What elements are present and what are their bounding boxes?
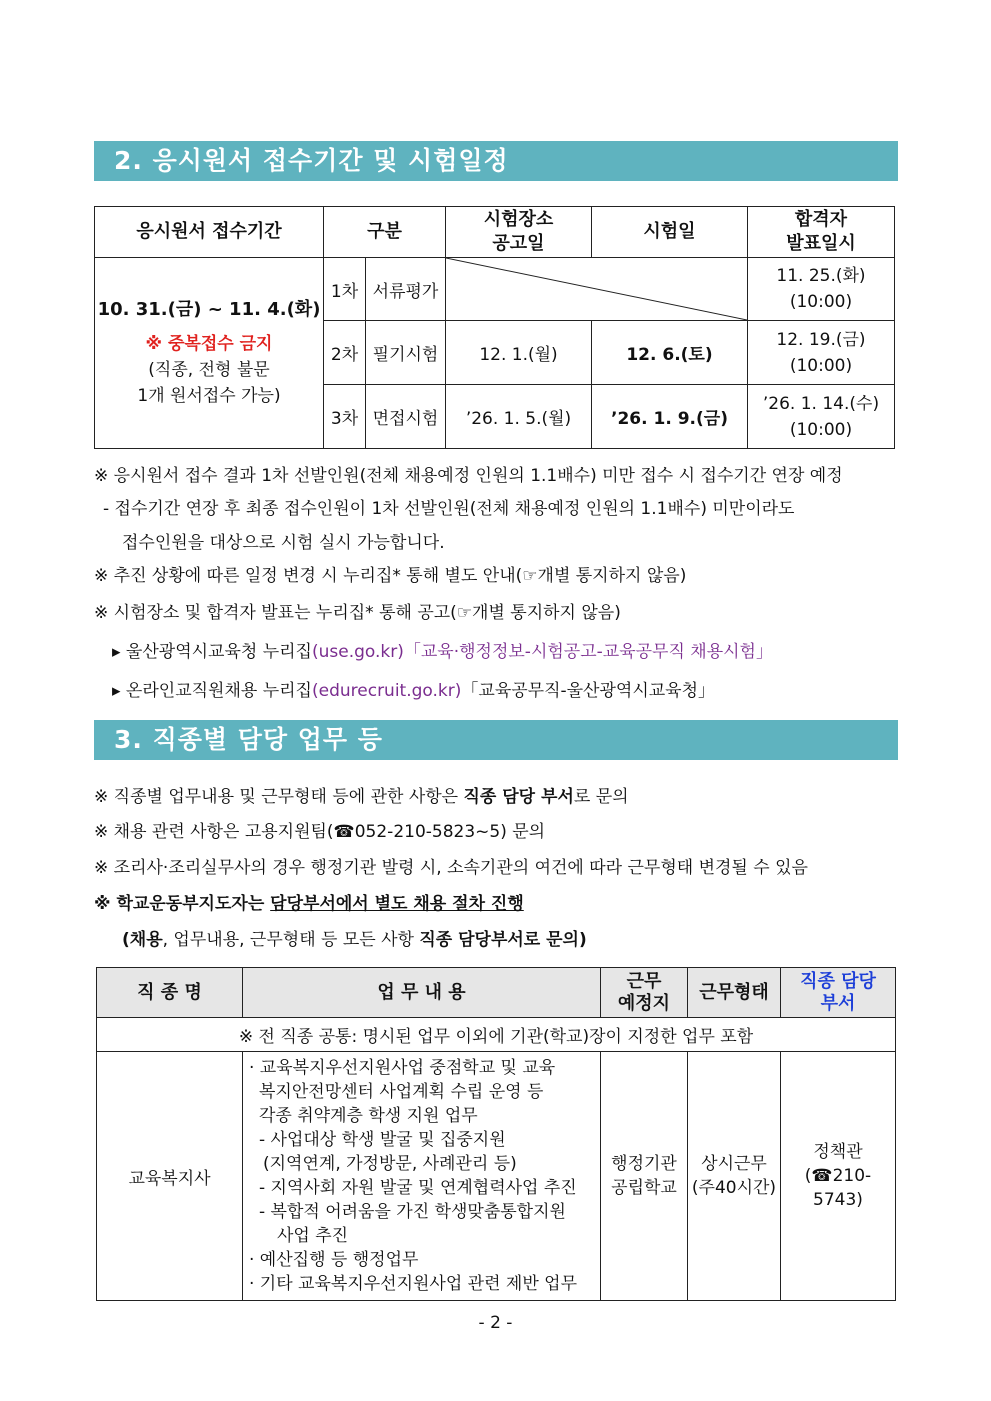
duty-line: - 사업대상 학생 발굴 및 집중지원 [259, 1130, 506, 1150]
result-date: 11. 25.(화) [776, 266, 866, 286]
header-period: 응시원서 접수기간 [95, 207, 324, 258]
common-duty-note: ※ 전 직종 공통: 명시된 업무 이외에 기관(학교)장이 지정한 업무 포함 [97, 1018, 896, 1052]
venue-date: ’26. 1. 5.(월) [446, 385, 592, 449]
stage-type: 서류평가 [366, 258, 446, 321]
duty-line: 사업 추진 [277, 1226, 349, 1246]
note-inquiry-end: 로 문의 [573, 787, 629, 807]
duty-line: · 교육복지우선지원사업 중점학교 및 교육 [249, 1058, 556, 1078]
note-announcement: ※ 시험장소 및 합격자 발표는 누리집* 통해 공고(☞개별 통지하지 않음) [94, 603, 621, 623]
note-inquiry [94, 785, 629, 809]
header-result-l2: 발표일시 [786, 233, 856, 254]
work-type-l2: (주40시간) [691, 1178, 777, 1198]
duty-line: - 복합적 어려움을 가진 학생맞춤통합지원 [259, 1202, 566, 1222]
header-category: 구분 [324, 207, 446, 258]
dept-contact [781, 1052, 896, 1301]
work-place-l1: 행정기관 [611, 1154, 677, 1174]
table-header-row [95, 207, 895, 258]
note-sports-coach-detail [122, 928, 587, 952]
duty-line: · 예산집행 등 행정업무 [249, 1250, 419, 1270]
header-duty: 업 무 내 용 [243, 968, 601, 1018]
common-duty-row [97, 1018, 896, 1052]
header-venue-l2: 공고일 [492, 233, 545, 254]
header-result-l1: 합격자 [794, 209, 848, 230]
exam-date: ’26. 1. 9.(금) [592, 385, 748, 449]
note-hiring-contact: ※ 채용 관련 사항은 고용지원팀(☎052-210-5823~5) 문의 [94, 822, 546, 842]
work-type [688, 1052, 781, 1301]
application-period-cell [95, 258, 324, 449]
duty-line: - 지역사회 자원 발굴 및 연계협력사업 추진 [259, 1178, 577, 1198]
bullet-edurecruit-site [112, 679, 715, 703]
table-header-row [97, 968, 896, 1018]
duplicate-warning: ※ 중복접수 금지 [145, 334, 273, 354]
table-row [97, 1052, 896, 1301]
header-dept-l1: 직종 담당 [800, 970, 876, 992]
duty-line: · 기타 교육복지우선지원사업 관련 제반 업무 [249, 1274, 578, 1294]
dept-name: 정책관 [813, 1142, 863, 1162]
note-detail-a: (채용 [122, 930, 163, 950]
period-note-l1: (직종, 전형 불문 [148, 360, 270, 380]
header-place-l1: 근무 [626, 970, 662, 992]
result-date-cell [748, 385, 895, 449]
stage: 2차 [324, 321, 366, 385]
stage-type: 필기시험 [366, 321, 446, 385]
note-cook: ※ 조리사·조리실무사의 경우 행정기관 발령 시, 소속기관의 여건에 따라 근무형태 변경될 수 있음 [94, 858, 808, 878]
job-duty-table [96, 967, 896, 1301]
period-note-l2: 1개 원서접수 가능) [137, 386, 281, 406]
result-date-cell [748, 258, 895, 321]
header-venue-l1: 시험장소 [483, 209, 554, 230]
section-2-title: 2. 응시원서 접수기간 및 시험일정 [94, 141, 898, 181]
note-extension-detail: - 접수기간 연장 후 최종 접수인원이 1차 선발인원(전체 채용예정 인원의 1.1배수) 미만이라도 [103, 499, 795, 519]
result-time: (10:00) [789, 292, 853, 312]
exam-schedule-table [94, 206, 895, 449]
page-number: - 2 - [478, 1313, 513, 1333]
stage-type: 면접시험 [366, 385, 446, 449]
diagonal-line [446, 258, 747, 320]
exam-date: 12. 6.(토) [592, 321, 748, 385]
duty-line: 복지안전망센터 사업계획 수립 운영 등 [259, 1082, 544, 1102]
header-dept [781, 968, 896, 1018]
bullet-ulsan-site [112, 640, 773, 664]
edurecruit-path: 「교육공무직-울산광역시교육청」 [461, 681, 716, 701]
note-extension: ※ 응시원서 접수 결과 1차 선발인원(전체 채용예정 인원의 1.1배수) 미만 접수 시 접수기간 연장 예정 [94, 466, 843, 486]
result-date: ’26. 1. 14.(수) [762, 393, 880, 414]
header-job: 직 종 명 [97, 968, 243, 1018]
note-sports-coach [94, 892, 524, 916]
result-date: 12. 19.(금) [776, 329, 866, 350]
header-work-type: 근무형태 [688, 968, 781, 1018]
work-type-l1: 상시근무 [701, 1154, 767, 1174]
ulsan-site-link[interactable]: (use.go.kr)「교육·행정정보-시험공고-교육공무직 채용시험」 [311, 642, 773, 662]
duty-line: (지역연계, 가정방문, 사례관리 등) [263, 1154, 517, 1174]
note-detail-b: , 업무내용, 근무형태 등 모든 사항 [162, 930, 420, 950]
header-exam-date: 시험일 [592, 207, 748, 258]
duty-list [243, 1052, 601, 1301]
stage: 3차 [324, 385, 366, 449]
note-sports-coach-text: ※ 학교운동부지도자는 [94, 894, 271, 914]
application-period: 10. 31.(금) ~ 11. 4.(화) [97, 299, 321, 320]
result-date-cell [748, 321, 895, 385]
note-sports-coach-process: 담당부서에서 별도 채용 절차 진행 [270, 894, 524, 914]
section-3-title: 3. 직종별 담당 업무 등 [94, 720, 898, 760]
result-time: (10:00) [789, 419, 853, 440]
job-name: 교육복지사 [97, 1052, 243, 1301]
work-place-l2: 공립학교 [611, 1178, 677, 1198]
note-detail-c: 직종 담당부서로 문의) [419, 930, 587, 950]
work-place [601, 1052, 688, 1301]
header-venue [446, 207, 592, 258]
result-time: (10:00) [789, 355, 853, 376]
note-inquiry-text: ※ 직종별 업무내용 및 근무형태 등에 관한 사항은 [94, 787, 464, 807]
diagonal-empty-cell [446, 258, 748, 321]
header-result [748, 207, 895, 258]
edurecruit-site-link[interactable]: (edurecruit.go.kr) [311, 681, 462, 701]
note-schedule-change: ※ 추진 상황에 따른 일정 변경 시 누리집* 통해 별도 안내(☞개별 통지하지 않음) [94, 566, 687, 586]
venue-date: 12. 1.(월) [446, 321, 592, 385]
bullet-ulsan-label: ▸ 울산광역시교육청 누리집 [112, 642, 312, 662]
duty-line: 각종 취약계층 학생 지원 업무 [259, 1106, 478, 1126]
bullet-edurecruit-label: ▸ 온라인교직원채용 누리집 [112, 681, 312, 701]
header-dept-l2: 부서 [820, 992, 856, 1014]
table-row [95, 258, 895, 321]
note-inquiry-dept: 직종 담당 부서 [463, 787, 574, 807]
note-extension-detail-2: 접수인원을 대상으로 시험 실시 가능합니다. [122, 533, 445, 553]
header-place-l2: 예정지 [617, 992, 671, 1014]
header-place [601, 968, 688, 1018]
stage: 1차 [324, 258, 366, 321]
dept-phone: (☎210-5743) [804, 1166, 872, 1210]
